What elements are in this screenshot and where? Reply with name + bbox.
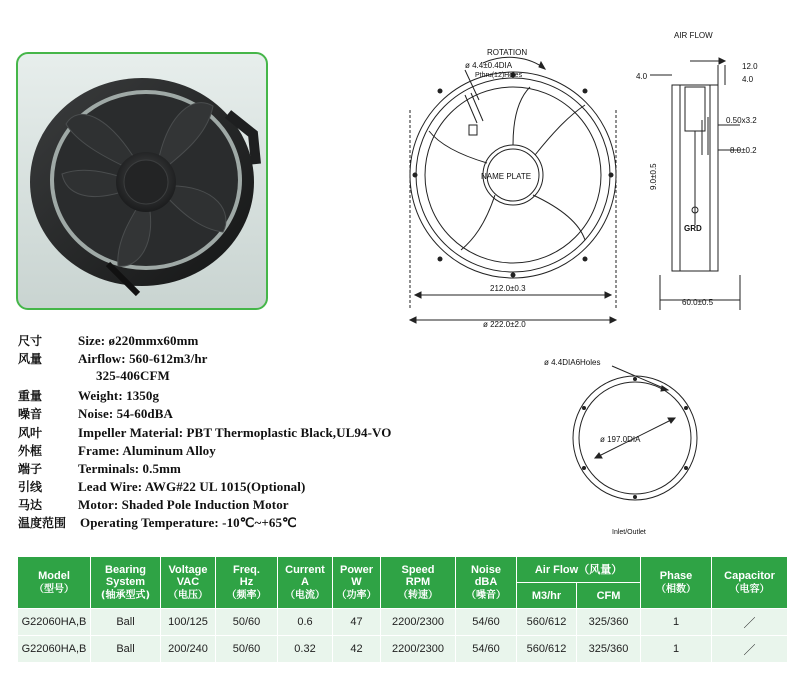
col-capacitor: Capacitor （电容） [712, 557, 788, 609]
col-bearing: Bearing System (轴承型式) [91, 557, 161, 609]
cell-freq: 50/60 [216, 636, 278, 663]
cell-current: 0.6 [278, 609, 333, 636]
dim-90: 9.0±0.5 [649, 163, 658, 190]
col-speed: Speed RPM （转速） [381, 557, 456, 609]
col-airflow: Air Flow（风量） [517, 557, 641, 583]
cell-model: G22060HA,B [18, 636, 91, 663]
cell-speed: 2200/2300 [381, 636, 456, 663]
cell-model: G22060HA,B [18, 609, 91, 636]
name-plate-label: NAME PLATE [481, 172, 532, 181]
cell-speed: 2200/2300 [381, 609, 456, 636]
grd-label: GRD [684, 224, 702, 233]
cell-power: 47 [333, 609, 381, 636]
spec-airflow: 风量 Airflow: 560-612m3/hr [18, 351, 208, 366]
cell-noise: 54/60 [456, 636, 517, 663]
cell-voltage: 200/240 [161, 636, 216, 663]
rotation-label: ROTATION [487, 48, 528, 57]
cell-phase: 1 [641, 609, 712, 636]
dim-outer: ø 222.0±2.0 [483, 320, 526, 329]
cell-noise: 54/60 [456, 609, 517, 636]
cell-freq: 50/60 [216, 609, 278, 636]
spec-terminals: 端子 Terminals: 0.5mm [18, 461, 181, 476]
col-freq: Freq. Hz （频率） [216, 557, 278, 609]
side-view-drawing [630, 25, 795, 315]
inlet-holes-label: ø 4.4DIA6Holes [544, 358, 601, 367]
cell-power: 42 [333, 636, 381, 663]
col-model: Model （型号） [18, 557, 91, 609]
col-power: Power W （功率） [333, 557, 381, 609]
cell-m3: 560/612 [517, 636, 577, 663]
spec-airflow-cfm: 325-406CFM [96, 368, 170, 383]
mount-holes-label: ø 4.4±0.4DIA [465, 61, 513, 70]
dim-12: 12.0 [742, 62, 758, 71]
cell-current: 0.32 [278, 636, 333, 663]
col-phase: Phase （相数） [641, 557, 712, 609]
cell-bearing: Ball [91, 636, 161, 663]
table-row [18, 636, 788, 663]
spec-motor: 马达 Motor: Shaded Pole Induction Motor [18, 497, 289, 512]
cell-m3: 560/612 [517, 609, 577, 636]
air-flow-label: AIR FLOW [674, 31, 713, 40]
spec-frame: 外框 Frame: Aluminum Alloy [18, 443, 216, 458]
cell-capacitor: ／ [712, 636, 788, 663]
spec-weight: 重量 Weight: 1350g [18, 388, 160, 403]
inlet-caption: Inlet/Outlet [612, 529, 646, 536]
dim-60: 60.0±0.5 [682, 298, 714, 307]
cell-cfm: 325/360 [577, 636, 641, 663]
cell-phase: 1 [641, 636, 712, 663]
axial-fan-photo [18, 54, 266, 308]
product-photo-panel [16, 52, 268, 310]
spec-size: 尺寸 Size: ø220mmx60mm [18, 333, 199, 348]
col-noise: Noise dBA （噪音） [456, 557, 517, 609]
inlet-dia-label: ø 197.0DIA [600, 435, 641, 444]
front-view-drawing [395, 35, 645, 335]
col-airflow-cfm: CFM [577, 583, 641, 609]
cell-voltage: 100/125 [161, 609, 216, 636]
spec-table [17, 556, 788, 663]
spec-lead-wire: 引线 Lead Wire: AWG#22 UL 1015(Optional) [18, 479, 306, 494]
mount-holes-count-label: Pthru(12)Holes [475, 72, 523, 79]
col-airflow-m3: M3/hr [517, 583, 577, 609]
cell-capacitor: ／ [712, 609, 788, 636]
inlet-outlet-drawing [540, 350, 720, 540]
spec-temperature: 温度范围 Operating Temperature: -10℃~+65℃ [18, 515, 297, 530]
col-current: Current A （电流） [278, 557, 333, 609]
spec-noise: 噪音 Noise: 54-60dBA [18, 406, 174, 421]
col-voltage: Voltage VAC （电压） [161, 557, 216, 609]
table-row [18, 609, 788, 636]
dim-4-right: 4.0 [742, 75, 754, 84]
spec-impeller: 风叶 Impeller Material: PBT Thermoplastic Black,UL94-VO [18, 425, 392, 440]
dim-050: 0.50x3.2 [726, 116, 757, 125]
cell-bearing: Ball [91, 609, 161, 636]
dim-inner: 212.0±0.3 [490, 284, 526, 293]
cell-cfm: 325/360 [577, 609, 641, 636]
dim-4-left: 4.0 [636, 72, 648, 81]
dim-80: 8.0±0.2 [730, 146, 757, 155]
